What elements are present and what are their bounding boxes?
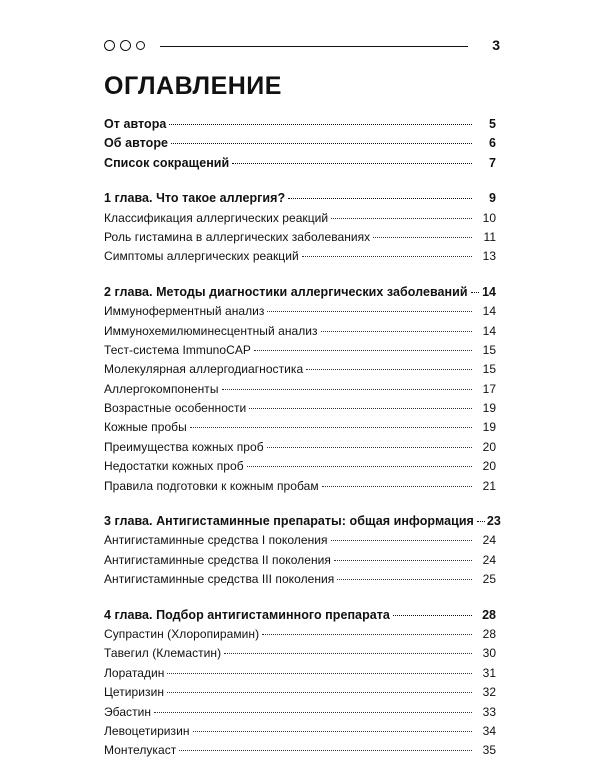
toc-entry-label: Антигистаминные средства I поколения — [104, 533, 328, 548]
toc-entry[interactable] — [104, 211, 496, 230]
section-gap — [104, 269, 496, 285]
toc-entry-label: Кожные пробы — [104, 420, 187, 435]
toc-entry-page: 14 — [482, 323, 496, 338]
dot-leader — [267, 447, 472, 448]
dot-leader — [169, 124, 472, 125]
toc-entry-page: 28 — [482, 607, 496, 622]
toc-heading-entry[interactable] — [104, 117, 496, 136]
dot-leader — [262, 634, 472, 635]
toc-entry[interactable] — [104, 401, 496, 420]
toc-entry-label: Лоратадин — [104, 665, 165, 680]
page-number: 3 — [492, 37, 500, 53]
dot-leader — [224, 653, 472, 654]
toc-heading-entry[interactable] — [104, 285, 496, 304]
toc-entry-page: 19 — [482, 420, 496, 435]
toc-entry-label: Роль гистамина в аллергических заболеваниях — [104, 229, 371, 244]
toc-entry[interactable] — [104, 724, 496, 743]
toc-heading-entry[interactable] — [104, 514, 501, 533]
dot-leader — [249, 408, 472, 409]
toc-entry-label: Супрастин (Хлоропирамин) — [104, 626, 260, 641]
toc-entry[interactable] — [104, 382, 496, 401]
table-of-contents — [104, 117, 501, 763]
header-rule — [160, 46, 468, 47]
toc-entry-page: 24 — [482, 533, 496, 548]
dot-leader — [322, 486, 472, 487]
toc-entry[interactable] — [104, 459, 496, 478]
toc-entry-label: Монтелукаст — [104, 743, 177, 758]
toc-entry-page: 23 — [486, 514, 501, 529]
toc-entry[interactable] — [104, 249, 496, 268]
toc-entry-page: 6 — [489, 136, 496, 151]
toc-entry-label: Антигистаминные средства II поколения — [104, 552, 331, 567]
toc-entry-page: 34 — [482, 723, 496, 738]
dot-leader — [288, 198, 472, 199]
toc-entry-page: 14 — [482, 304, 496, 319]
decorative-circles — [104, 40, 145, 51]
dot-leader — [167, 692, 472, 693]
toc-entry-page: 30 — [482, 646, 496, 661]
dot-leader — [302, 256, 472, 257]
toc-entry-label: Антигистаминные средства III поколения — [104, 572, 335, 587]
toc-entry-label: Иммуноферментный анализ — [104, 304, 265, 319]
toc-entry-label: Об авторе — [104, 136, 169, 151]
toc-entry-label: 4 глава. Подбор антигистаминного препарата — [104, 607, 390, 622]
toc-heading-entry[interactable] — [104, 191, 496, 210]
toc-entry-page: 13 — [482, 249, 496, 264]
toc-entry-page: 28 — [482, 626, 496, 641]
toc-entry-label: Аллергокомпоненты — [104, 381, 219, 396]
dot-leader — [222, 389, 472, 390]
dot-leader — [477, 521, 485, 522]
toc-heading-entry[interactable] — [104, 156, 496, 175]
toc-entry[interactable] — [104, 343, 496, 362]
toc-heading-entry[interactable] — [104, 136, 496, 155]
toc-entry-label: Иммунохемилюминесцентный анализ — [104, 323, 318, 338]
dot-leader — [154, 712, 472, 713]
dot-leader — [471, 292, 479, 293]
toc-entry[interactable] — [104, 553, 496, 572]
toc-entry-label: Симптомы аллергических реакций — [104, 249, 299, 264]
toc-entry-label: Список сокращений — [104, 155, 230, 170]
dot-leader — [334, 560, 472, 561]
dot-leader — [306, 369, 472, 370]
toc-entry-page: 32 — [482, 685, 496, 700]
toc-entry-page: 25 — [482, 572, 496, 587]
toc-entry[interactable] — [104, 705, 496, 724]
toc-entry-page: 33 — [482, 704, 496, 719]
toc-entry-label: 1 глава. Что такое аллергия? — [104, 191, 286, 206]
toc-entry[interactable] — [104, 627, 496, 646]
toc-entry[interactable] — [104, 479, 496, 498]
dot-leader — [171, 143, 472, 144]
toc-entry-page: 15 — [482, 362, 496, 377]
toc-entry-label: Правила подготовки к кожным пробам — [104, 478, 319, 493]
toc-entry-label: Возрастные особенности — [104, 401, 247, 416]
toc-entry-page: 11 — [483, 229, 496, 244]
circle-icon — [136, 41, 145, 50]
toc-entry-label: От автора — [104, 117, 167, 131]
dot-leader — [179, 750, 472, 751]
dot-leader — [190, 427, 472, 428]
toc-entry-label: Эбастин — [104, 704, 152, 719]
toc-entry-label: Левоцетиризин — [104, 723, 190, 738]
dot-leader — [232, 163, 472, 164]
dot-leader — [373, 237, 472, 238]
toc-entry-page: 31 — [482, 665, 496, 680]
toc-heading-entry[interactable] — [104, 608, 496, 627]
toc-entry-page: 21 — [482, 478, 496, 493]
toc-entry-page: 10 — [482, 210, 496, 225]
dot-leader — [167, 673, 472, 674]
dot-leader — [393, 615, 472, 616]
dot-leader — [331, 540, 472, 541]
toc-entry-page: 20 — [482, 459, 496, 474]
toc-entry[interactable] — [104, 362, 496, 381]
toc-entry-label: Тест-система ImmunoCAP — [104, 342, 251, 357]
dot-leader — [331, 218, 472, 219]
toc-entry-label: Молекулярная аллергодиагностика — [104, 362, 304, 377]
toc-entry-label: 3 глава. Антигистаминные препараты: общая информация — [104, 514, 474, 529]
toc-entry-page: 15 — [482, 342, 496, 357]
toc-entry-label: 2 глава. Методы диагностики аллергических заболеваний — [104, 284, 468, 299]
dot-leader — [193, 731, 472, 732]
toc-entry[interactable] — [104, 743, 496, 762]
circle-icon — [104, 40, 115, 51]
toc-entry[interactable] — [104, 230, 496, 249]
toc-entry[interactable] — [104, 533, 496, 552]
circle-icon — [120, 40, 131, 51]
toc-entry[interactable] — [104, 685, 496, 704]
dot-leader — [321, 331, 472, 332]
toc-entry-page: 9 — [489, 191, 496, 206]
toc-entry-page: 17 — [482, 381, 496, 396]
toc-entry-label: Преимущества кожных проб — [104, 439, 264, 454]
toc-entry[interactable] — [104, 420, 496, 439]
dot-leader — [337, 579, 472, 580]
dot-leader — [267, 311, 472, 312]
toc-entry[interactable] — [104, 440, 496, 459]
toc-entry-page: 35 — [482, 743, 496, 758]
page-title: ОГЛАВЛЕНИЕ — [104, 72, 282, 100]
toc-entry-label: Цетиризин — [104, 685, 165, 700]
toc-entry-label: Классификация аллергических реакций — [104, 210, 329, 225]
toc-entry[interactable] — [104, 666, 496, 685]
toc-entry-label: Тавегил (Клемастин) — [104, 646, 222, 661]
section-gap — [104, 592, 496, 608]
toc-entry[interactable] — [104, 324, 496, 343]
dot-leader — [254, 350, 472, 351]
toc-entry-label: Недостатки кожных проб — [104, 459, 244, 474]
toc-entry[interactable] — [104, 572, 496, 591]
toc-entry-page: 14 — [482, 284, 496, 299]
toc-entry[interactable] — [104, 304, 496, 323]
toc-entry-page: 7 — [489, 155, 496, 170]
toc-entry-page: 19 — [482, 401, 496, 416]
section-gap — [104, 175, 496, 191]
toc-entry[interactable] — [104, 646, 496, 665]
page-header — [104, 38, 500, 56]
toc-entry-page: 20 — [482, 439, 496, 454]
toc-entry-page: 24 — [482, 552, 496, 567]
dot-leader — [247, 466, 472, 467]
section-gap — [104, 498, 496, 514]
toc-entry-page: 5 — [489, 117, 496, 131]
